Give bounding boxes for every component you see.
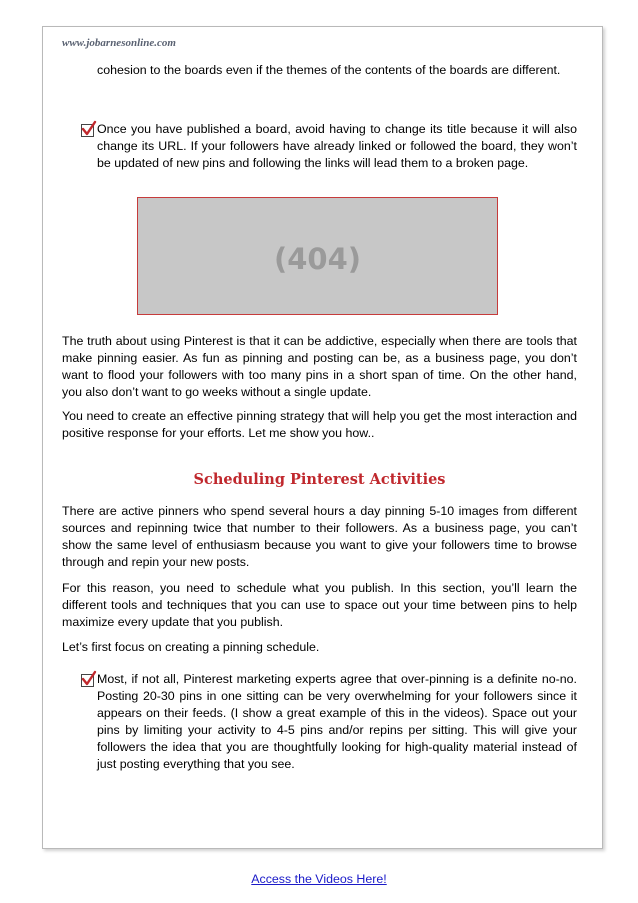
continuation-text: cohesion to the boards even if the themes of the contents of the boards are different. [97, 63, 561, 77]
paragraph-first-focus: Let’s first focus on creating a pinning schedule. [62, 640, 320, 654]
bullet-text-board-title: Once you have published a board, avoid having to change its title because it will also change its URL. If your followers have already linked or followed the board, they won’t be updated of new pins and following the links will lead them to a broken page. [97, 122, 577, 170]
site-url: www.jobarnesonline.com [62, 37, 176, 49]
checkbox-checked-icon [81, 674, 94, 687]
checkbox-checked-icon [81, 124, 94, 137]
section-heading: Scheduling Pinterest Activities [193, 471, 446, 488]
paragraph-pinning-strategy: You need to create an effective pinning strategy that will help you get the most interaction and positive response for your efforts. Let me show you how.. [62, 409, 577, 440]
paragraph-schedule: For this reason, you need to schedule what you publish. In this section, you’ll learn the different tools and techniques that you can use to space out your time between pins to help maximize every update that you publish. [62, 581, 577, 629]
paragraph-pinterest-addictive: The truth about using Pinterest is that it can be addictive, especially when there are tools that make pinning easier. As fun as pinning and posting can be, as a business page, you don’t want to flood your followers with too many pins in a short span of time. On the other hand, you also don’t want to go weeks without a single update. [62, 334, 577, 399]
image-placeholder-label: (404) [273, 242, 362, 276]
bullet-text-over-pinning: Most, if not all, Pinterest marketing experts agree that over-pinning is a definite no-no. Posting 20-30 pins in one sitting can be very overwhelming for your followers since it appears on their feeds. (I show a great example of this in the videos). Space out your pins by limiting your activity to 4-5 pins and/or repins per sitting. This will give your followers the idea that you are thoughtfully looking for high-quality material instead of just posting everything that you see. [97, 672, 577, 771]
image-placeholder [137, 197, 498, 315]
access-videos-link[interactable]: Access the Videos Here! [251, 872, 387, 886]
paragraph-active-pinners: There are active pinners who spend several hours a day pinning 5-10 images from different sources and repinning twice that number to their followers. As a business page, you can’t show the same level of enthusiasm because you want to give your followers time to browse through and repin your new posts. [62, 504, 577, 569]
